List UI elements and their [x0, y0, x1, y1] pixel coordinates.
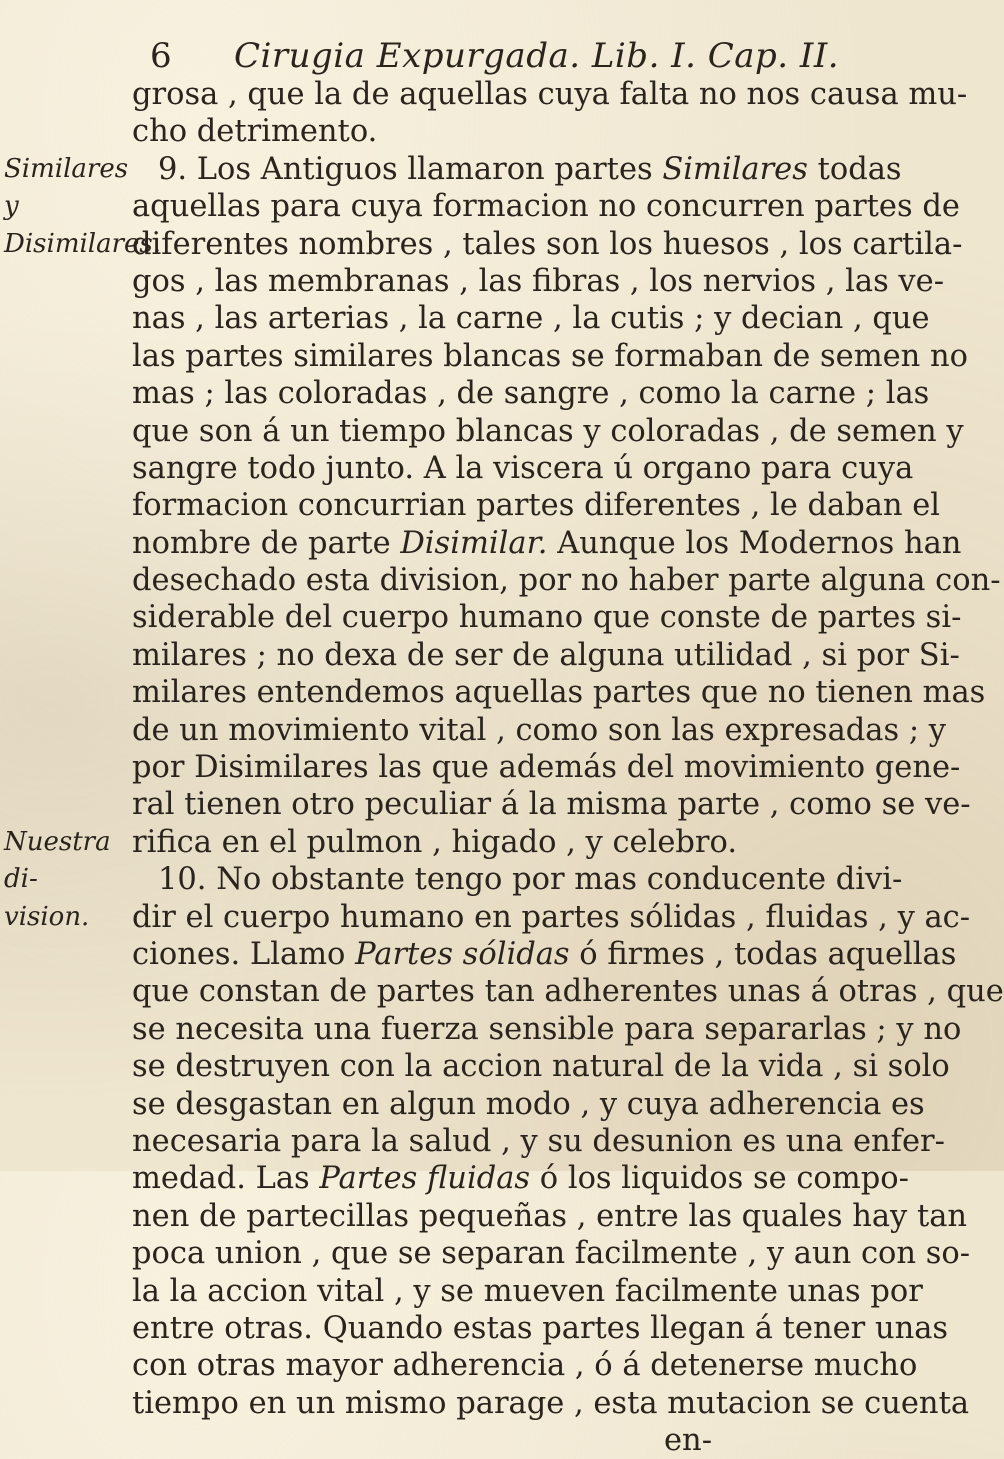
- text-span: Aunque los Modernos han: [547, 525, 962, 561]
- page-number: 6: [150, 36, 172, 76]
- running-head: [150, 34, 840, 78]
- emphasis-partes-solidas: Partes sólidas: [355, 936, 570, 972]
- text-line: necesaria para la salud , y su desunion es una enfer-: [132, 1123, 945, 1159]
- margin-note-line: vision.: [4, 901, 90, 932]
- text-line: dir el cuerpo humano en partes sólidas , fluidas , y ac-: [132, 899, 971, 935]
- text-line: la la accion vital , y se mueven facilmente unas por: [132, 1273, 923, 1309]
- margin-note-line: Similares y: [4, 154, 129, 222]
- margin-note-line: Disimilares.: [4, 228, 162, 259]
- text-line: milares ; no dexa de ser de alguna utilidad , si por Si-: [132, 637, 960, 673]
- body-text: [132, 76, 1004, 1459]
- margin-note-similares: [4, 151, 162, 263]
- text-line: aquellas para cuya formacion no concurren partes de: [132, 189, 960, 225]
- text-line: rifica en el pulmon , higado , y celebro.: [132, 824, 738, 860]
- text-line: entre otras. Quando estas partes llegan á tener unas: [132, 1310, 949, 1346]
- text-line: [132, 936, 957, 973]
- margin-note-division: [4, 824, 134, 936]
- text-line: de un movimiento vital , como son las expresadas ; y: [132, 712, 947, 748]
- margin-note-line: Nuestra di-: [4, 827, 111, 895]
- text-line: [132, 1160, 909, 1197]
- text-line: diferentes nombres , tales son los huesos , los cartila-: [132, 226, 963, 262]
- text-line: nas , las arterias , la carne , la cutis ; y decian , que: [132, 301, 930, 337]
- text-line: desechado esta division, por no haber parte alguna con-: [132, 563, 1001, 599]
- emphasis-partes-fluidas: Partes fluidas: [319, 1161, 531, 1197]
- text-line: poca union , que se separan facilmente , y aun con so-: [132, 1236, 971, 1272]
- text-line: se desgastan en algun modo , y cuya adherencia es: [132, 1086, 925, 1122]
- text-line: por Disimilares las que además del movimiento gene-: [132, 750, 961, 786]
- emphasis-similares: Similares: [662, 151, 808, 187]
- text-span: nombre de parte: [132, 525, 401, 561]
- text-line: 10. No obstante tengo por mas conducente divi-: [158, 862, 903, 898]
- text-line: milares entendemos aquellas partes que no tienen mas: [132, 675, 986, 711]
- text-line: formacion concurrian partes diferentes , le daban el: [132, 488, 941, 524]
- text-span: medad. Las: [132, 1161, 320, 1197]
- text-span: ó firmes , todas aquellas: [569, 936, 957, 972]
- text-span: 9. Los Antiguos llamaron partes: [158, 151, 663, 187]
- text-line: las partes similares blancas se formaban de semen no: [132, 338, 969, 374]
- catchword: en-: [664, 1423, 712, 1459]
- text-span: ó los liquidos se compo-: [530, 1161, 909, 1197]
- text-line: [132, 525, 962, 562]
- emphasis-disimilar: Disimilar.: [400, 525, 548, 561]
- text-line: que constan de partes tan adherentes unas á otras , que: [132, 974, 1004, 1010]
- text-line: nen de partecillas pequeñas , entre las quales hay tan: [132, 1198, 968, 1234]
- text-span: todas: [807, 151, 902, 187]
- text-line: cho detrimento.: [132, 114, 378, 150]
- text-line: sangre todo junto. A la viscera ú organo para cuya: [132, 450, 914, 486]
- text-line: se destruyen con la accion natural de la vida , si solo: [132, 1049, 950, 1085]
- text-line: ral tienen otro peculiar á la misma parte , como se ve-: [132, 787, 971, 823]
- text-line: que son á un tiempo blancas y coloradas , de semen y: [132, 413, 964, 449]
- text-line: grosa , que la de aquellas cuya falta no nos causa mu-: [132, 77, 968, 112]
- text-line: siderable del cuerpo humano que conste de partes si-: [132, 600, 962, 636]
- running-title: Cirugia Expurgada. Lib. I. Cap. II.: [234, 36, 840, 76]
- text-line: gos , las membranas , las fibras , los nervios , las ve-: [132, 263, 945, 299]
- text-line: mas ; las coloradas , de sangre , como la carne ; las: [132, 376, 930, 412]
- text-line: [132, 151, 902, 188]
- text-span: ciones. Llamo: [132, 936, 356, 972]
- text-line: con otras mayor adherencia , ó á detenerse mucho: [132, 1348, 918, 1384]
- text-line: se necesita una fuerza sensible para separarlas ; y no: [132, 1011, 962, 1047]
- text-line: tiempo en un mismo parage , esta mutacion se cuenta: [132, 1385, 970, 1421]
